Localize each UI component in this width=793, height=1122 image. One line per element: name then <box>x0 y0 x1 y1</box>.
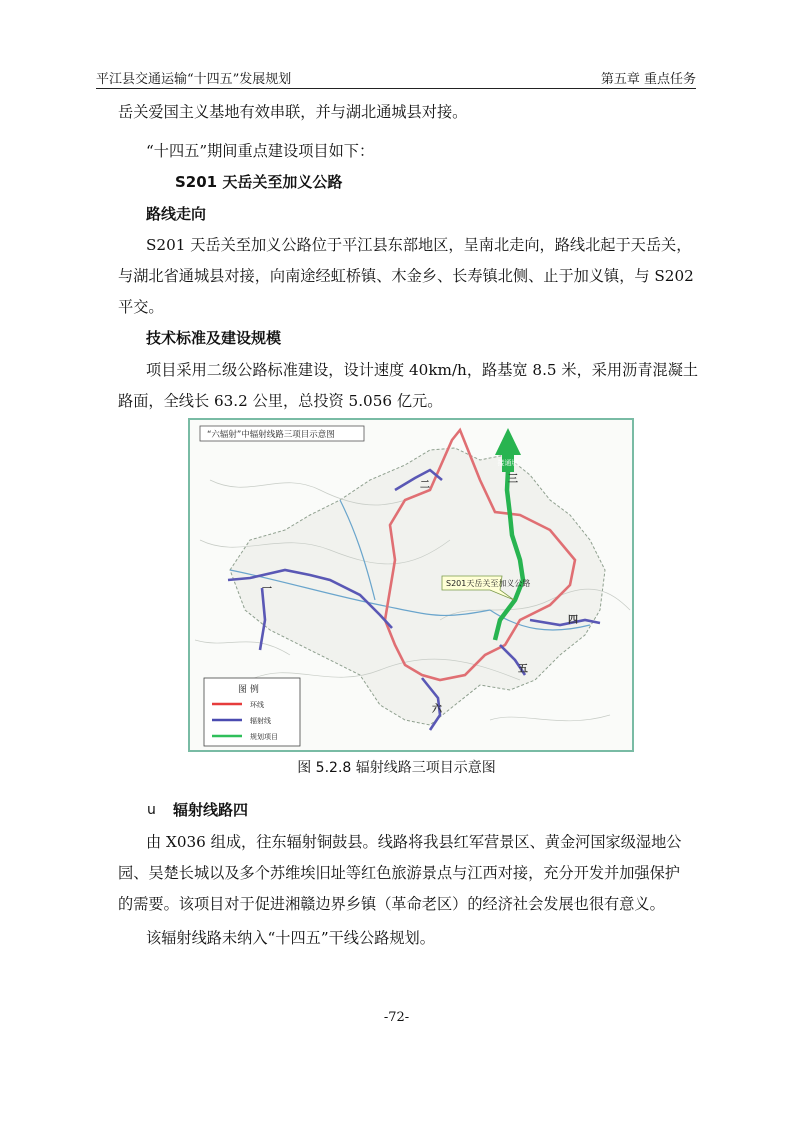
legend-label-radial: 辐射线 <box>250 717 271 725</box>
paragraph-line: 的需要。该项目对于促进湘赣边界乡镇（革命老区）的经济社会发展也很有意义。 <box>118 895 665 913</box>
paragraph-line: 岳关爱国主义基地有效串联，并与湖北通城县对接。 <box>118 103 468 121</box>
paragraph-line: “十四五”期间重点建设项目如下： <box>146 142 375 160</box>
paragraph-line: 园、吴楚长城以及多个苏维埃旧址等红色旅游景点与江西对接，充分开发并加强保护 <box>118 864 680 882</box>
header-rule <box>96 88 696 89</box>
radial-label-four: 四 <box>568 615 578 626</box>
header-title: 平江县交通运输“十四五”发展规划 <box>96 72 292 87</box>
paragraph-line: 与湖北省通城县对接，向南途经虹桥镇、木金乡、长寿镇北侧、止于加义镇，与 S202 <box>118 267 694 285</box>
paragraph-line: 平交。 <box>118 298 164 316</box>
legend-title: 图 例 <box>238 685 259 695</box>
paragraph-line: 该辐射线路未纳入“十四五”干线公路规划。 <box>146 929 435 947</box>
paragraph-line: 路面，全线长 63.2 公里，总投资 5.056 亿元。 <box>118 392 443 410</box>
header-chapter: 第五章 重点任务 <box>600 72 696 87</box>
section-heading: 技术标准及建设规模 <box>146 329 282 347</box>
legend-label-ring: 环线 <box>250 701 264 709</box>
map-title-box <box>200 426 364 441</box>
radial-label-one: 一 <box>262 584 272 595</box>
paragraph-line: 由 X036 组成，往东辐射铜鼓县。线路将我县红军营景区、黄金河国家级湿地公 <box>146 833 682 851</box>
figure-caption: 图 5.2.8 辐射线路三项目示意图 <box>297 760 496 776</box>
map-title: “六辐射”中辐射线路三项目示意图 <box>207 430 335 440</box>
project-heading: S201 天岳关至加义公路 <box>175 173 343 191</box>
paragraph-line: 项目采用二级公路标准建设，设计速度 40km/h，路基宽 8.5 米，采用沥青混凝土 <box>146 361 699 379</box>
section-heading: 路线走向 <box>146 205 207 223</box>
page-number: -72- <box>383 1010 410 1025</box>
radial-label-three: 三 <box>508 474 518 485</box>
project-callout-label: S201天岳关至加义公路 <box>446 579 531 588</box>
legend-label-project: 规划项目 <box>250 733 278 741</box>
radial-label-two: 二 <box>420 480 430 491</box>
arrow-label: 接通城 <box>497 459 519 467</box>
section-heading: 辐射线路四 <box>173 801 249 819</box>
route-map <box>188 418 634 752</box>
radial-label-six: 六 <box>432 704 442 715</box>
bullet-marker: u <box>147 802 156 818</box>
paragraph-line: S201 天岳关至加义公路位于平江县东部地区，呈南北走向，路线北起于天岳关， <box>146 236 692 254</box>
radial-label-five: 五 <box>518 664 528 675</box>
map-legend <box>204 678 300 746</box>
